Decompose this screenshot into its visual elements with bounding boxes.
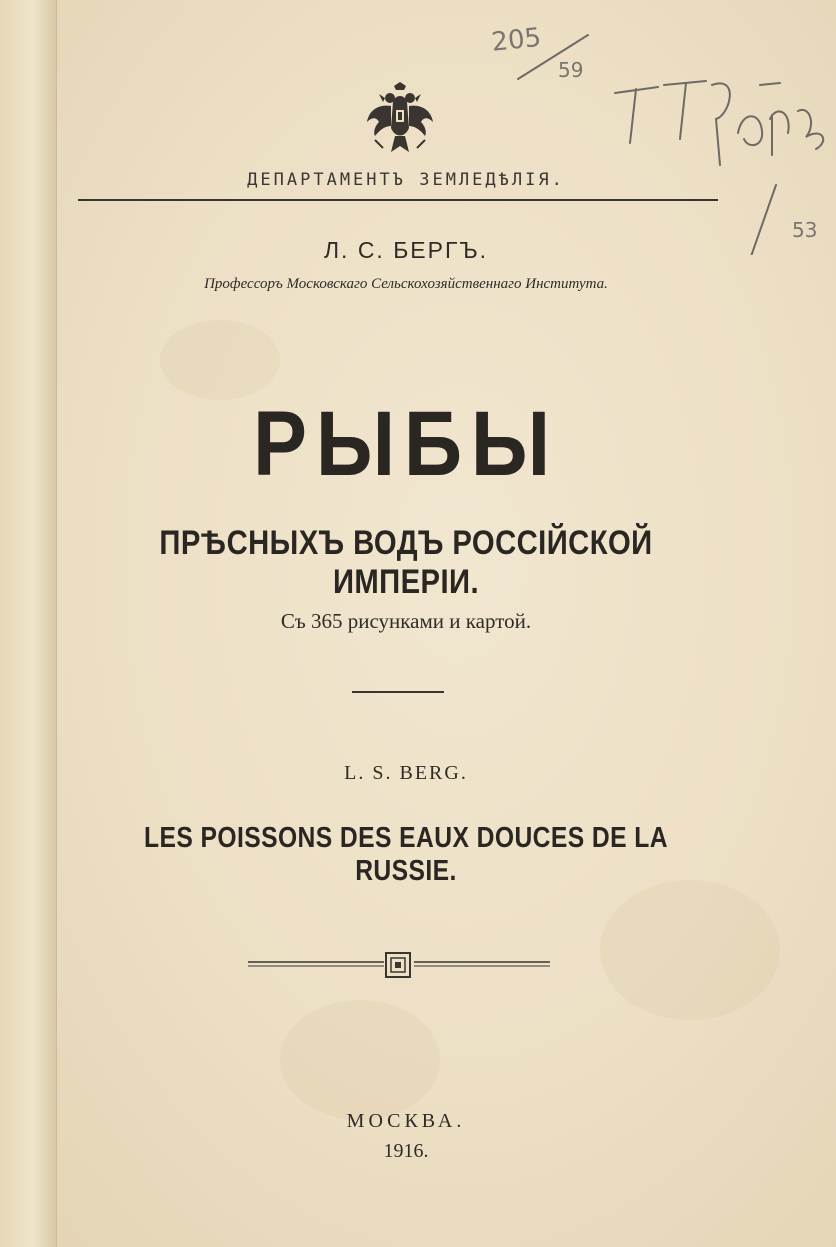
publication-city: МОСКВА.: [346, 1110, 466, 1132]
french-title: LES POISSONS DES EAUX DOUCES DE LA RUSSIE.: [144, 822, 668, 887]
pencil-annotations: [480, 15, 836, 255]
short-divider: [352, 691, 444, 693]
book-title: РЫБЫ: [253, 393, 559, 495]
publication-year: 1916.: [383, 1140, 429, 1162]
shelf-number-top: 205: [490, 22, 543, 58]
divider-line: [78, 199, 718, 201]
paper-stain: [280, 1000, 440, 1120]
illustrations-note: Съ 365 рисунками и картой.: [280, 609, 532, 633]
paper-stain: [160, 320, 280, 400]
department-heading: ДЕПАРТАМЕНТЪ ЗЕМЛЕДѢЛІЯ.: [247, 170, 565, 190]
binding-spine: [0, 0, 57, 1247]
double-headed-eagle-emblem: [365, 82, 435, 158]
paper-stain: [600, 880, 780, 1020]
book-subtitle: ПРѢСНЫХЪ ВОДЪ РОССІЙСКОЙ ИМПЕРІИ.: [159, 524, 653, 601]
author-affiliation: Профессоръ Московскаго Сельскохозяйственнаго Института.: [204, 276, 608, 292]
shelf-number-bottom: 59: [558, 58, 584, 82]
shelf-number-side: 53: [792, 218, 818, 242]
ornamental-divider: [248, 950, 550, 980]
author-name: Л. С. БЕРГЪ.: [323, 237, 489, 263]
french-author-name: L. S. BERG.: [344, 762, 468, 784]
